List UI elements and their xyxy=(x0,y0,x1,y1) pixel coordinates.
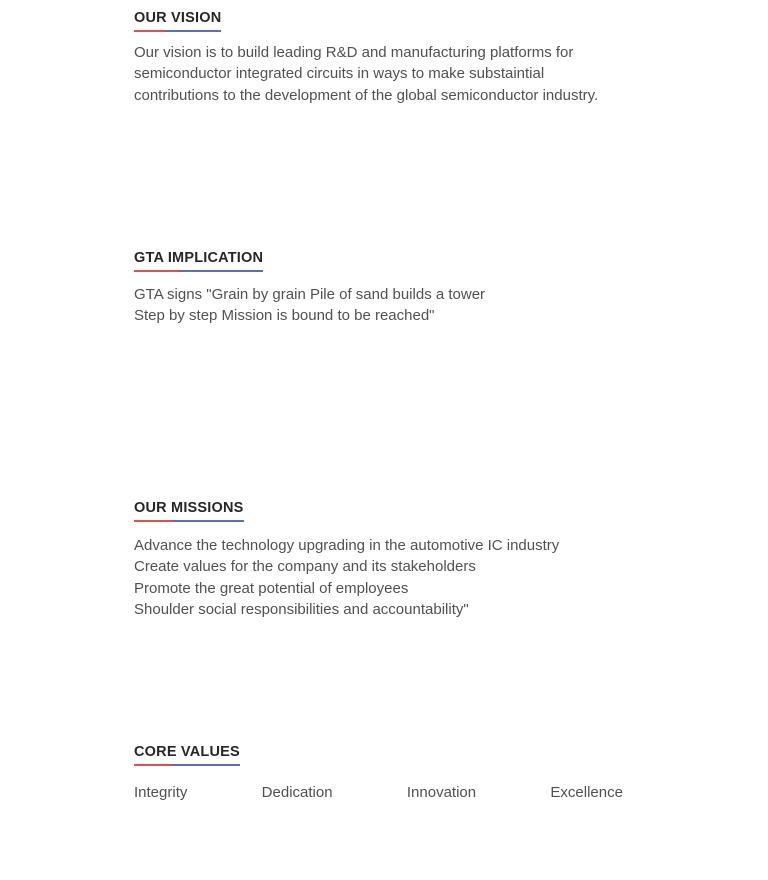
core-value-integrity: Integrity xyxy=(134,784,188,801)
implication-line: GTA signs "Grain by grain Pile of sand builds a tower xyxy=(134,286,486,303)
section-our-missions xyxy=(134,499,646,621)
mission-line: Shoulder social responsibilities and accountability" xyxy=(134,601,469,619)
vision-paragraph xyxy=(134,42,646,106)
section-title-gta-implication: GTA IMPLICATION xyxy=(134,250,263,272)
section-title-our-missions: OUR MISSIONS xyxy=(134,500,244,522)
implication-paragraph xyxy=(134,284,646,327)
missions-paragraph xyxy=(134,535,646,621)
mission-line: Create values for the company and its stakeholders xyxy=(134,558,476,576)
section-heading xyxy=(134,499,646,522)
section-our-vision xyxy=(134,9,646,106)
section-heading xyxy=(134,743,646,766)
vision-line: contributions to the development of the global semiconductor industry. xyxy=(134,86,599,104)
section-heading xyxy=(134,9,646,32)
section-title-our-vision: OUR VISION xyxy=(134,10,221,32)
core-values-row xyxy=(134,782,623,803)
section-gta-implication xyxy=(134,249,646,327)
vision-line: Our vision is to build leading R&D and manufacturing platforms for xyxy=(134,44,574,61)
implication-line: Step by step Mission is bound to be reached" xyxy=(134,307,435,325)
vision-line: semiconductor integrated circuits in ways to make substaintial xyxy=(134,65,545,83)
mission-line: Promote the great potential of employees xyxy=(134,579,409,597)
section-title-core-values: CORE VALUES xyxy=(134,744,240,766)
mission-line: Advance the technology upgrading in the automotive IC industry xyxy=(134,537,560,554)
core-value-excellence: Excellence xyxy=(550,784,623,801)
section-core-values xyxy=(134,743,646,803)
core-value-innovation: Innovation xyxy=(406,784,477,801)
section-heading xyxy=(134,249,646,272)
core-value-dedication: Dedication xyxy=(261,784,333,801)
